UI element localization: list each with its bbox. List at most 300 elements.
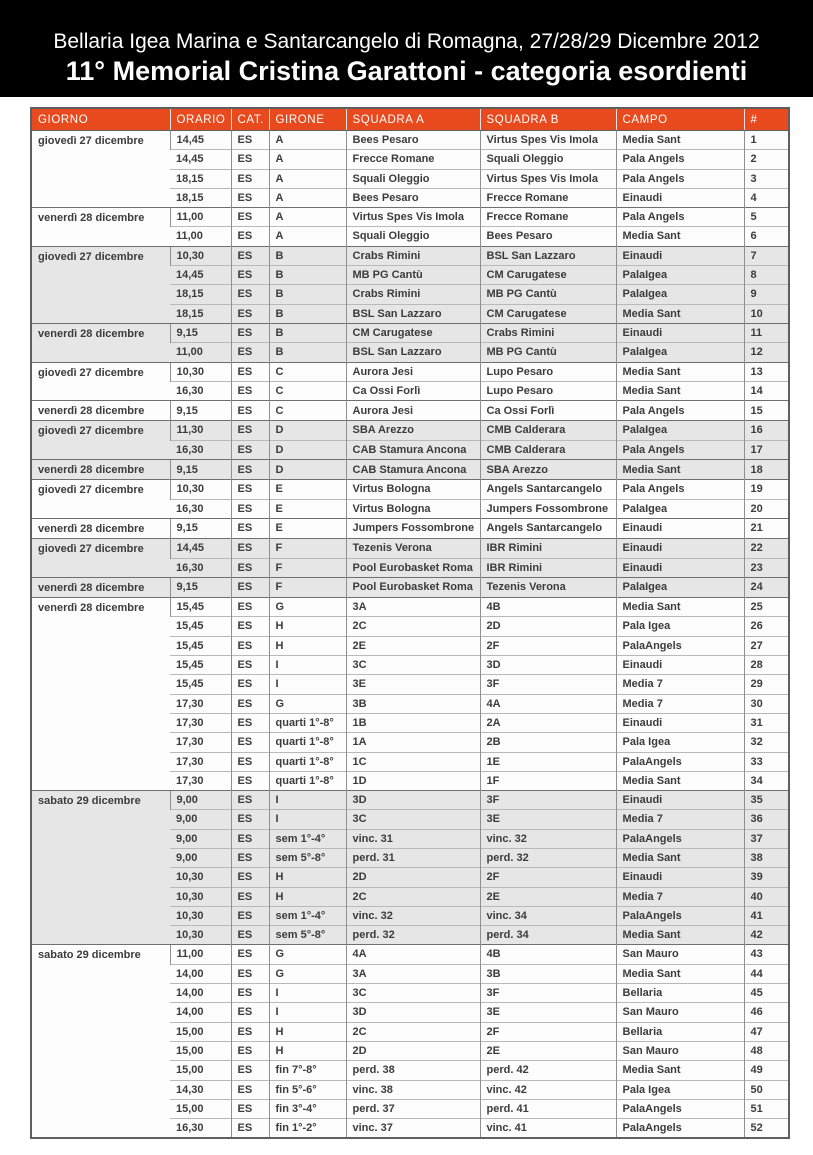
cell-campo: Pala Angels [616, 169, 744, 188]
cell-girone: C [269, 381, 346, 400]
cell-orario: 11,00 [170, 208, 231, 227]
cell-num: 37 [744, 829, 789, 848]
cell-squadra_b: 2F [480, 1022, 616, 1041]
cell-orario: 9,00 [170, 791, 231, 810]
cell-num: 12 [744, 343, 789, 362]
cell-squadra_b: 4A [480, 694, 616, 713]
cell-girone: A [269, 169, 346, 188]
cell-num: 10 [744, 304, 789, 323]
cell-girone: I [269, 984, 346, 1003]
cell-cat: ES [231, 984, 269, 1003]
cell-cat: ES [231, 868, 269, 887]
cell-orario: 9,15 [170, 518, 231, 538]
cell-squadra_b: 3F [480, 675, 616, 694]
cell-squadra_a: Tezenis Verona [346, 539, 480, 558]
table-row [31, 945, 789, 964]
cell-num: 11 [744, 323, 789, 342]
cell-campo: Media Sant [616, 460, 744, 480]
cell-campo: Einaudi [616, 323, 744, 342]
cell-cat: ES [231, 401, 269, 421]
cell-cat: ES [231, 227, 269, 246]
cell-campo: PalaIgea [616, 266, 744, 285]
cell-num: 44 [744, 964, 789, 983]
cell-campo: Pala Igea [616, 617, 744, 636]
cell-squadra_a: Virtus Spes Vis Imola [346, 208, 480, 227]
cell-giorno: venerdì 28 dicembre [31, 323, 170, 362]
cell-orario: 9,00 [170, 810, 231, 829]
cell-num: 46 [744, 1003, 789, 1022]
cell-num: 50 [744, 1080, 789, 1099]
cell-squadra_b: 2F [480, 636, 616, 655]
cell-squadra_b: 2E [480, 1041, 616, 1060]
column-header-num: # [744, 108, 789, 131]
cell-orario: 14,45 [170, 539, 231, 558]
cell-cat: ES [231, 558, 269, 577]
cell-cat: ES [231, 964, 269, 983]
cell-campo: Pala Igea [616, 733, 744, 752]
cell-squadra_b: Virtus Spes Vis Imola [480, 169, 616, 188]
cell-squadra_b: CMB Calderara [480, 421, 616, 440]
cell-squadra_b: CM Carugatese [480, 304, 616, 323]
cell-squadra_b: 4B [480, 598, 616, 617]
cell-num: 38 [744, 848, 789, 867]
cell-girone: G [269, 964, 346, 983]
cell-campo: Einaudi [616, 518, 744, 538]
cell-girone: sem 5°-8° [269, 848, 346, 867]
cell-cat: ES [231, 188, 269, 207]
cell-orario: 16,30 [170, 558, 231, 577]
cell-giorno: venerdì 28 dicembre [31, 208, 170, 247]
cell-squadra_a: Bees Pesaro [346, 188, 480, 207]
cell-cat: ES [231, 539, 269, 558]
cell-campo: Media Sant [616, 964, 744, 983]
cell-campo: Einaudi [616, 246, 744, 265]
table-row [31, 480, 789, 499]
cell-campo: Media Sant [616, 1061, 744, 1080]
cell-squadra_b: Bees Pesaro [480, 227, 616, 246]
cell-orario: 18,15 [170, 285, 231, 304]
cell-squadra_b: Lupo Pesaro [480, 362, 616, 381]
cell-cat: ES [231, 440, 269, 459]
cell-girone: I [269, 1003, 346, 1022]
cell-cat: ES [231, 887, 269, 906]
table-row [31, 208, 789, 227]
cell-campo: PalaIgea [616, 285, 744, 304]
cell-num: 43 [744, 945, 789, 964]
cell-orario: 10,30 [170, 906, 231, 925]
cell-giorno: venerdì 28 dicembre [31, 598, 170, 791]
cell-num: 13 [744, 362, 789, 381]
table-row [31, 460, 789, 480]
cell-girone: H [269, 617, 346, 636]
cell-num: 14 [744, 381, 789, 400]
cell-orario: 17,30 [170, 733, 231, 752]
cell-campo: Media Sant [616, 227, 744, 246]
cell-squadra_a: 3B [346, 694, 480, 713]
cell-squadra_b: IBR Rimini [480, 539, 616, 558]
cell-num: 25 [744, 598, 789, 617]
cell-cat: ES [231, 636, 269, 655]
cell-campo: PalaIgea [616, 577, 744, 597]
cell-num: 34 [744, 771, 789, 790]
cell-squadra_b: Frecce Romane [480, 208, 616, 227]
cell-squadra_b: Virtus Spes Vis Imola [480, 131, 616, 150]
cell-squadra_b: Ca Ossi Forlì [480, 401, 616, 421]
cell-cat: ES [231, 343, 269, 362]
cell-squadra_a: 1C [346, 752, 480, 771]
cell-squadra_b: perd. 32 [480, 848, 616, 867]
cell-squadra_a: 2E [346, 636, 480, 655]
cell-cat: ES [231, 1099, 269, 1118]
cell-orario: 9,15 [170, 323, 231, 342]
column-header-girone: GIRONE [269, 108, 346, 131]
cell-orario: 15,00 [170, 1099, 231, 1118]
cell-squadra_b: Frecce Romane [480, 188, 616, 207]
cell-girone: E [269, 518, 346, 538]
cell-girone: I [269, 656, 346, 675]
cell-num: 31 [744, 713, 789, 732]
cell-squadra_b: 4B [480, 945, 616, 964]
cell-campo: Media Sant [616, 848, 744, 867]
cell-squadra_a: Bees Pesaro [346, 131, 480, 150]
cell-cat: ES [231, 480, 269, 499]
column-header-campo: CAMPO [616, 108, 744, 131]
cell-cat: ES [231, 362, 269, 381]
event-title: 11° Memorial Cristina Garattoni - categoria esordienti [65, 56, 748, 86]
cell-squadra_a: Frecce Romane [346, 150, 480, 169]
cell-num: 5 [744, 208, 789, 227]
cell-girone: B [269, 285, 346, 304]
cell-girone: C [269, 362, 346, 381]
cell-orario: 17,30 [170, 713, 231, 732]
cell-num: 28 [744, 656, 789, 675]
cell-girone: B [269, 304, 346, 323]
cell-campo: Einaudi [616, 558, 744, 577]
cell-girone: sem 5°-8° [269, 926, 346, 945]
cell-squadra_a: 3C [346, 810, 480, 829]
cell-girone: B [269, 246, 346, 265]
cell-orario: 10,30 [170, 887, 231, 906]
cell-orario: 15,00 [170, 1041, 231, 1060]
cell-squadra_a: Squali Oleggio [346, 169, 480, 188]
cell-cat: ES [231, 421, 269, 440]
cell-squadra_a: vinc. 32 [346, 906, 480, 925]
cell-girone: quarti 1°-8° [269, 713, 346, 732]
cell-squadra_b: Angels Santarcangelo [480, 518, 616, 538]
cell-cat: ES [231, 323, 269, 342]
cell-campo: PalaIgea [616, 421, 744, 440]
cell-cat: ES [231, 829, 269, 848]
cell-girone: H [269, 636, 346, 655]
cell-cat: ES [231, 598, 269, 617]
table-row [31, 323, 789, 342]
cell-squadra_a: perd. 38 [346, 1061, 480, 1080]
cell-squadra_a: Crabs Rimini [346, 285, 480, 304]
cell-campo: PalaAngels [616, 1119, 744, 1139]
cell-squadra_a: 3D [346, 791, 480, 810]
table-row [31, 791, 789, 810]
cell-num: 21 [744, 518, 789, 538]
cell-squadra_b: 1E [480, 752, 616, 771]
cell-girone: F [269, 577, 346, 597]
cell-campo: Media Sant [616, 926, 744, 945]
cell-girone: B [269, 343, 346, 362]
table-row [31, 401, 789, 421]
cell-squadra_a: 4A [346, 945, 480, 964]
cell-cat: ES [231, 1022, 269, 1041]
cell-num: 9 [744, 285, 789, 304]
cell-cat: ES [231, 518, 269, 538]
cell-girone: I [269, 791, 346, 810]
cell-girone: E [269, 499, 346, 518]
cell-campo: San Mauro [616, 1003, 744, 1022]
cell-girone: quarti 1°-8° [269, 771, 346, 790]
cell-giorno: venerdì 28 dicembre [31, 460, 170, 480]
cell-squadra_a: 2C [346, 1022, 480, 1041]
cell-cat: ES [231, 945, 269, 964]
cell-campo: Media Sant [616, 598, 744, 617]
cell-squadra_a: Ca Ossi Forlì [346, 381, 480, 400]
cell-squadra_b: 2A [480, 713, 616, 732]
cell-campo: Pala Angels [616, 208, 744, 227]
cell-squadra_b: 3F [480, 984, 616, 1003]
cell-orario: 9,15 [170, 577, 231, 597]
cell-giorno: giovedì 27 dicembre [31, 362, 170, 401]
cell-squadra_a: Pool Eurobasket Roma [346, 558, 480, 577]
cell-num: 16 [744, 421, 789, 440]
cell-squadra_b: CM Carugatese [480, 266, 616, 285]
cell-orario: 16,30 [170, 381, 231, 400]
page-banner [0, 0, 813, 97]
cell-num: 47 [744, 1022, 789, 1041]
cell-num: 24 [744, 577, 789, 597]
cell-squadra_b: perd. 42 [480, 1061, 616, 1080]
cell-num: 51 [744, 1099, 789, 1118]
cell-squadra_b: vinc. 32 [480, 829, 616, 848]
cell-orario: 14,00 [170, 1003, 231, 1022]
cell-squadra_a: 3E [346, 675, 480, 694]
cell-girone: G [269, 945, 346, 964]
column-header-squadra_b: SQUADRA B [480, 108, 616, 131]
cell-squadra_b: Squali Oleggio [480, 150, 616, 169]
cell-orario: 15,00 [170, 1061, 231, 1080]
cell-orario: 11,00 [170, 343, 231, 362]
cell-num: 19 [744, 480, 789, 499]
cell-cat: ES [231, 713, 269, 732]
cell-num: 4 [744, 188, 789, 207]
cell-squadra_b: 2B [480, 733, 616, 752]
cell-orario: 17,30 [170, 771, 231, 790]
cell-orario: 11,30 [170, 421, 231, 440]
cell-girone: H [269, 1022, 346, 1041]
cell-campo: Einaudi [616, 868, 744, 887]
event-subtitle: Bellaria Igea Marina e Santarcangelo di Romagna, 27/28/29 Dicembre 2012 [53, 30, 760, 53]
cell-giorno: sabato 29 dicembre [31, 791, 170, 945]
cell-cat: ES [231, 1080, 269, 1099]
cell-campo: Einaudi [616, 188, 744, 207]
cell-campo: Media Sant [616, 771, 744, 790]
cell-girone: fin 7°-8° [269, 1061, 346, 1080]
cell-squadra_a: BSL San Lazzaro [346, 304, 480, 323]
table-row [31, 539, 789, 558]
cell-squadra_b: vinc. 42 [480, 1080, 616, 1099]
cell-cat: ES [231, 617, 269, 636]
cell-campo: PalaAngels [616, 636, 744, 655]
cell-squadra_a: 2C [346, 617, 480, 636]
cell-girone: B [269, 323, 346, 342]
cell-squadra_b: 1F [480, 771, 616, 790]
cell-num: 48 [744, 1041, 789, 1060]
cell-girone: A [269, 150, 346, 169]
cell-orario: 15,45 [170, 656, 231, 675]
cell-squadra_a: vinc. 38 [346, 1080, 480, 1099]
cell-num: 7 [744, 246, 789, 265]
cell-orario: 9,15 [170, 460, 231, 480]
cell-num: 33 [744, 752, 789, 771]
cell-orario: 9,00 [170, 829, 231, 848]
cell-giorno: sabato 29 dicembre [31, 945, 170, 1138]
cell-girone: quarti 1°-8° [269, 733, 346, 752]
cell-squadra_b: 3E [480, 810, 616, 829]
cell-squadra_a: 2D [346, 1041, 480, 1060]
cell-num: 1 [744, 131, 789, 150]
cell-squadra_a: 1D [346, 771, 480, 790]
cell-squadra_b: perd. 34 [480, 926, 616, 945]
cell-num: 27 [744, 636, 789, 655]
cell-orario: 10,30 [170, 926, 231, 945]
cell-campo: Media 7 [616, 675, 744, 694]
cell-campo: San Mauro [616, 945, 744, 964]
cell-squadra_a: 2C [346, 887, 480, 906]
cell-cat: ES [231, 733, 269, 752]
cell-num: 2 [744, 150, 789, 169]
cell-cat: ES [231, 791, 269, 810]
cell-campo: Pala Angels [616, 150, 744, 169]
cell-squadra_b: 2E [480, 887, 616, 906]
cell-squadra_b: 3E [480, 1003, 616, 1022]
cell-squadra_a: Aurora Jesi [346, 362, 480, 381]
cell-squadra_b: BSL San Lazzaro [480, 246, 616, 265]
cell-girone: B [269, 266, 346, 285]
cell-orario: 10,30 [170, 362, 231, 381]
cell-campo: Media 7 [616, 694, 744, 713]
cell-campo: Einaudi [616, 539, 744, 558]
cell-campo: Media Sant [616, 131, 744, 150]
cell-orario: 16,30 [170, 440, 231, 459]
cell-num: 40 [744, 887, 789, 906]
cell-campo: Einaudi [616, 713, 744, 732]
cell-squadra_a: MB PG Cantù [346, 266, 480, 285]
cell-orario: 9,00 [170, 848, 231, 867]
schedule-table [30, 107, 790, 1139]
cell-squadra_a: Aurora Jesi [346, 401, 480, 421]
cell-girone: I [269, 810, 346, 829]
cell-orario: 16,30 [170, 1119, 231, 1139]
cell-cat: ES [231, 694, 269, 713]
table-row [31, 246, 789, 265]
cell-orario: 17,30 [170, 694, 231, 713]
cell-orario: 15,45 [170, 675, 231, 694]
cell-campo: San Mauro [616, 1041, 744, 1060]
cell-num: 39 [744, 868, 789, 887]
column-header-giorno: GIORNO [31, 108, 170, 131]
cell-campo: PalaAngels [616, 752, 744, 771]
cell-num: 15 [744, 401, 789, 421]
cell-girone: A [269, 227, 346, 246]
cell-orario: 14,00 [170, 964, 231, 983]
cell-squadra_b: vinc. 34 [480, 906, 616, 925]
cell-num: 8 [744, 266, 789, 285]
cell-orario: 16,30 [170, 499, 231, 518]
cell-num: 22 [744, 539, 789, 558]
cell-squadra_b: IBR Rimini [480, 558, 616, 577]
cell-orario: 15,45 [170, 617, 231, 636]
cell-squadra_b: 3D [480, 656, 616, 675]
cell-giorno: giovedì 27 dicembre [31, 480, 170, 519]
cell-squadra_a: perd. 31 [346, 848, 480, 867]
cell-squadra_b: Crabs Rimini [480, 323, 616, 342]
cell-girone: A [269, 131, 346, 150]
cell-num: 18 [744, 460, 789, 480]
cell-num: 41 [744, 906, 789, 925]
cell-num: 29 [744, 675, 789, 694]
cell-num: 49 [744, 1061, 789, 1080]
cell-orario: 17,30 [170, 752, 231, 771]
cell-campo: Pala Angels [616, 480, 744, 499]
cell-cat: ES [231, 285, 269, 304]
cell-squadra_b: 3F [480, 791, 616, 810]
cell-squadra_a: CM Carugatese [346, 323, 480, 342]
cell-num: 42 [744, 926, 789, 945]
table-row [31, 577, 789, 597]
cell-orario: 18,15 [170, 169, 231, 188]
cell-num: 45 [744, 984, 789, 1003]
cell-campo: PalaAngels [616, 906, 744, 925]
cell-squadra_b: CMB Calderara [480, 440, 616, 459]
cell-girone: D [269, 460, 346, 480]
cell-campo: PalaIgea [616, 499, 744, 518]
cell-girone: C [269, 401, 346, 421]
cell-squadra_a: BSL San Lazzaro [346, 343, 480, 362]
cell-giorno: venerdì 28 dicembre [31, 401, 170, 421]
cell-orario: 10,30 [170, 480, 231, 499]
cell-campo: Einaudi [616, 791, 744, 810]
cell-cat: ES [231, 304, 269, 323]
cell-campo: Pala Angels [616, 401, 744, 421]
cell-girone: fin 3°-4° [269, 1099, 346, 1118]
cell-girone: D [269, 421, 346, 440]
cell-num: 20 [744, 499, 789, 518]
cell-squadra_b: MB PG Cantù [480, 343, 616, 362]
cell-campo: PalaAngels [616, 1099, 744, 1118]
cell-girone: I [269, 675, 346, 694]
cell-orario: 14,45 [170, 266, 231, 285]
cell-girone: fin 1°-2° [269, 1119, 346, 1139]
cell-orario: 11,00 [170, 227, 231, 246]
cell-girone: A [269, 188, 346, 207]
cell-squadra_b: 2F [480, 868, 616, 887]
cell-girone: G [269, 694, 346, 713]
cell-cat: ES [231, 499, 269, 518]
cell-squadra_a: Virtus Bologna [346, 499, 480, 518]
cell-cat: ES [231, 771, 269, 790]
cell-campo: Media Sant [616, 304, 744, 323]
cell-cat: ES [231, 381, 269, 400]
cell-squadra_b: 3B [480, 964, 616, 983]
cell-squadra_b: Jumpers Fossombrone [480, 499, 616, 518]
cell-squadra_a: Pool Eurobasket Roma [346, 577, 480, 597]
cell-cat: ES [231, 150, 269, 169]
